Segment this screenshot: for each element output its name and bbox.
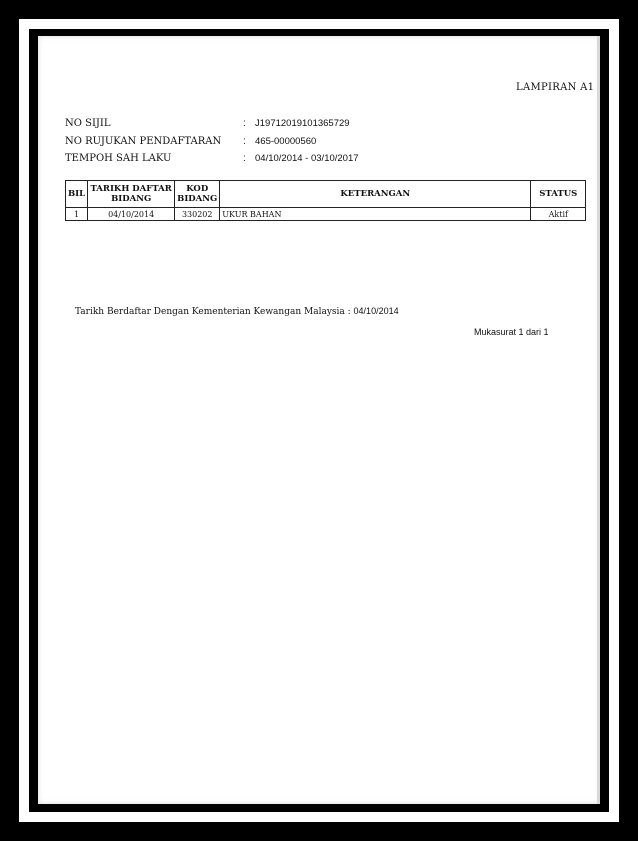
cell-bil: 1	[66, 208, 88, 221]
scan-edge	[597, 36, 600, 804]
no-rujukan-value: 465-00000560	[255, 136, 317, 147]
table-row	[66, 208, 586, 221]
colon: :	[243, 136, 246, 147]
page-number: Mukasurat 1 dari 1	[474, 327, 549, 337]
header-tarikh-line2: BIDANG	[111, 194, 152, 204]
tarikh-berdaftar	[75, 306, 399, 317]
header-tarikh-line1: TARIKH DAFTAR	[90, 184, 172, 194]
header-keterangan: KETERANGAN	[220, 181, 531, 208]
cell-keterangan: UKUR BAHAN	[220, 208, 531, 221]
colon: :	[243, 118, 246, 129]
header-kod	[175, 181, 220, 208]
no-rujukan-row	[65, 136, 565, 150]
bidang-table	[65, 180, 586, 221]
cell-tarikh: 04/10/2014	[88, 208, 175, 221]
header-tarikh	[88, 181, 175, 208]
header-status: STATUS	[531, 181, 586, 208]
table-header-row	[66, 181, 586, 208]
lampiran-label: LAMPIRAN A1	[516, 82, 595, 93]
document-page	[38, 36, 600, 804]
header-kod-line1: KOD	[186, 184, 209, 194]
no-rujukan-label: NO RUJUKAN PENDAFTARAN	[65, 136, 222, 147]
header-kod-line2: BIDANG	[177, 194, 218, 204]
tempoh-row	[65, 153, 565, 167]
no-sijil-row	[65, 118, 565, 132]
tempoh-label: TEMPOH SAH LAKU	[65, 153, 172, 164]
tarikh-berdaftar-label: Tarikh Berdaftar Dengan Kementerian Kewangan Malaysia :	[75, 307, 351, 317]
no-sijil-value: J19712019101365729	[255, 118, 350, 129]
colon: :	[243, 153, 246, 164]
cell-kod: 330202	[175, 208, 220, 221]
tarikh-berdaftar-value: 04/10/2014	[353, 306, 399, 316]
cell-status: Aktif	[531, 208, 586, 221]
tempoh-value: 04/10/2014 - 03/10/2017	[255, 153, 359, 164]
no-sijil-label: NO SIJIL	[65, 118, 111, 129]
header-bil: BIL	[66, 181, 88, 208]
